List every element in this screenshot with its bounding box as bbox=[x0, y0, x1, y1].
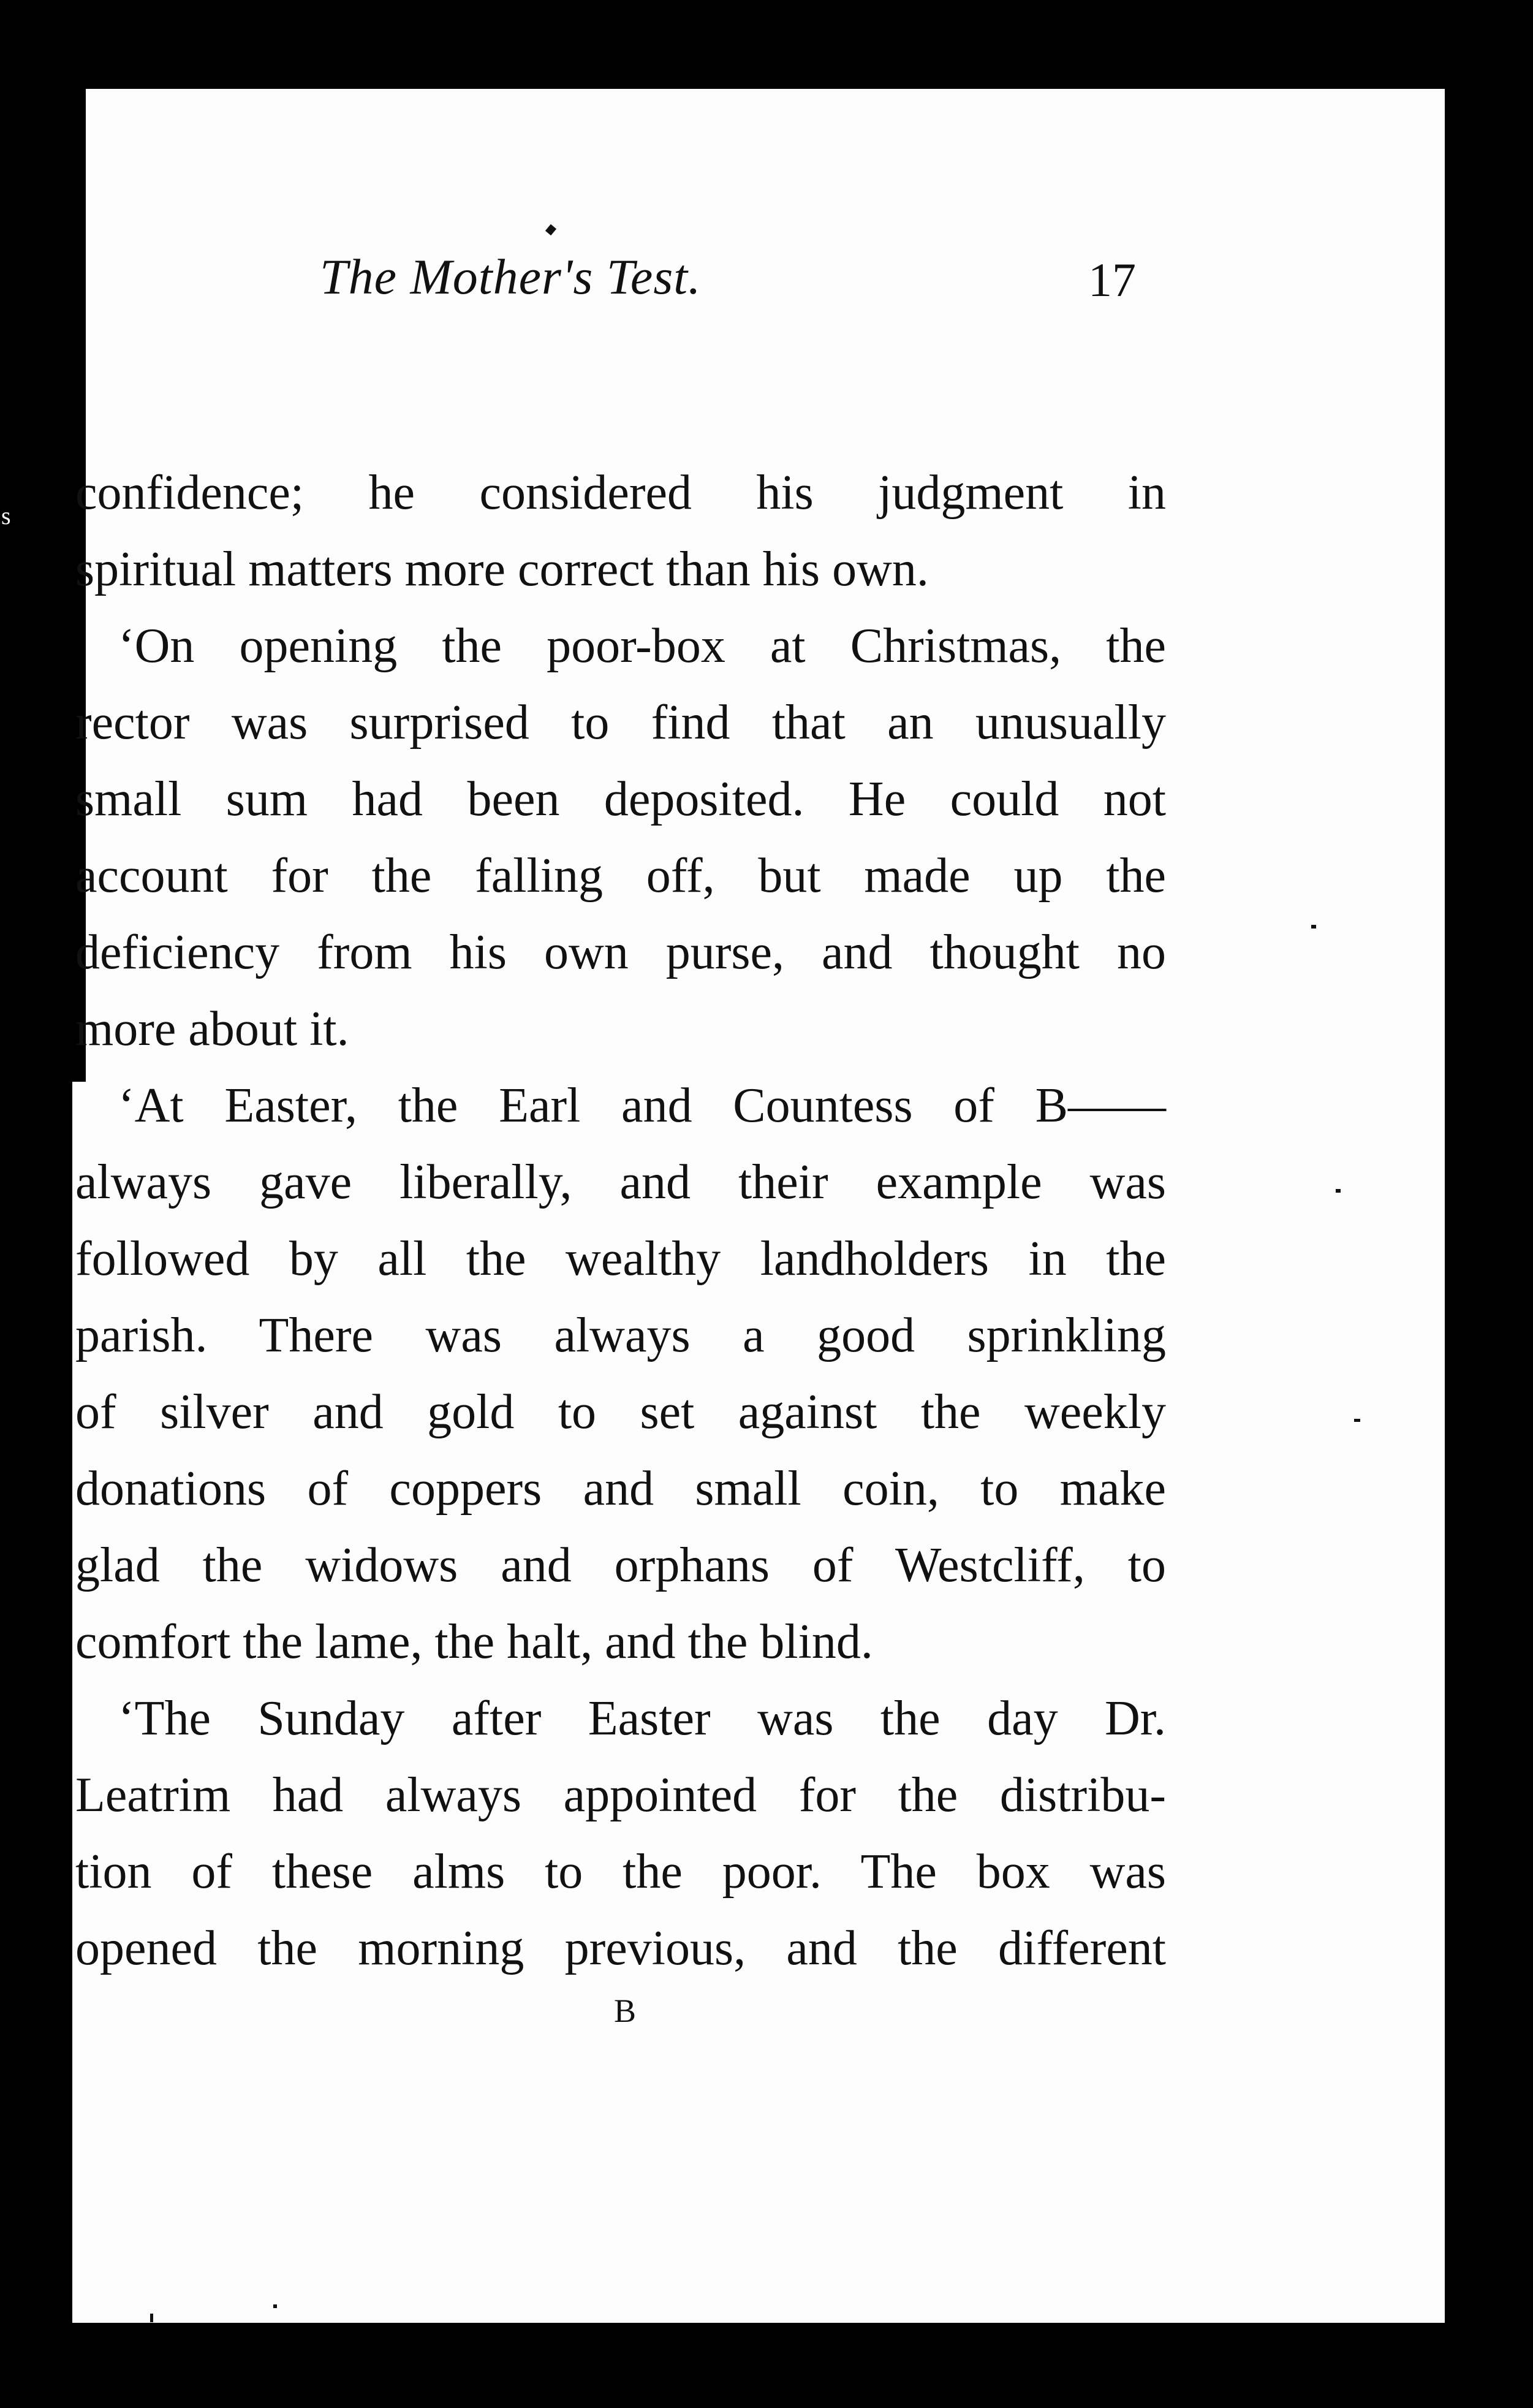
running-head: The Mother's Test. bbox=[320, 249, 702, 305]
text-line: more about it. bbox=[75, 1002, 349, 1056]
text-line: confidence; he considered his judgment in bbox=[75, 466, 1166, 520]
text-line: of silver and gold to set against the weekly bbox=[75, 1385, 1166, 1439]
text-line: deficiency from his own purse, and thought no bbox=[75, 925, 1166, 979]
ink-speck bbox=[273, 2304, 277, 2308]
text-line: donations of coppers and small coin, to make bbox=[75, 1462, 1166, 1516]
page-number: 17 bbox=[1088, 253, 1136, 306]
signature-mark: B bbox=[614, 1992, 637, 2029]
ink-speck bbox=[1311, 925, 1316, 929]
text-line: rector was surprised to find that an unusually bbox=[75, 696, 1166, 750]
text-line: ‘On opening the poor-box at Christmas, the bbox=[118, 619, 1166, 673]
text-line: small sum had been deposited. He could not bbox=[75, 772, 1166, 826]
text-line: followed by all the wealthy landholders in the bbox=[75, 1232, 1166, 1286]
ink-speck bbox=[150, 2314, 153, 2322]
text-line: opened the morning previous, and the different bbox=[75, 1921, 1166, 1975]
text-line: Leatrim had always appointed for the distribu- bbox=[75, 1768, 1166, 1822]
body-text bbox=[75, 455, 1166, 1987]
text-line: always gave liberally, and their example was bbox=[75, 1155, 1166, 1209]
ink-speck bbox=[1354, 1419, 1360, 1422]
text-line: comfort the lame, the halt, and the blind. bbox=[75, 1615, 873, 1669]
text-line: parish. There was always a good sprinkling bbox=[75, 1308, 1166, 1362]
text-line: account for the falling off, but made up the bbox=[75, 849, 1166, 903]
text-line: spiritual matters more correct than his own. bbox=[75, 542, 929, 596]
text-line: ‘The Sunday after Easter was the day Dr. bbox=[118, 1692, 1166, 1745]
ink-speck bbox=[1336, 1189, 1341, 1193]
text-line: ‘At Easter, the Earl and Countess of B—— bbox=[118, 1079, 1166, 1133]
text-line: glad the widows and orphans of Westcliff, to bbox=[75, 1538, 1166, 1592]
margin-letter: s bbox=[1, 502, 11, 530]
text-line: tion of these alms to the poor. The box was bbox=[75, 1845, 1166, 1899]
